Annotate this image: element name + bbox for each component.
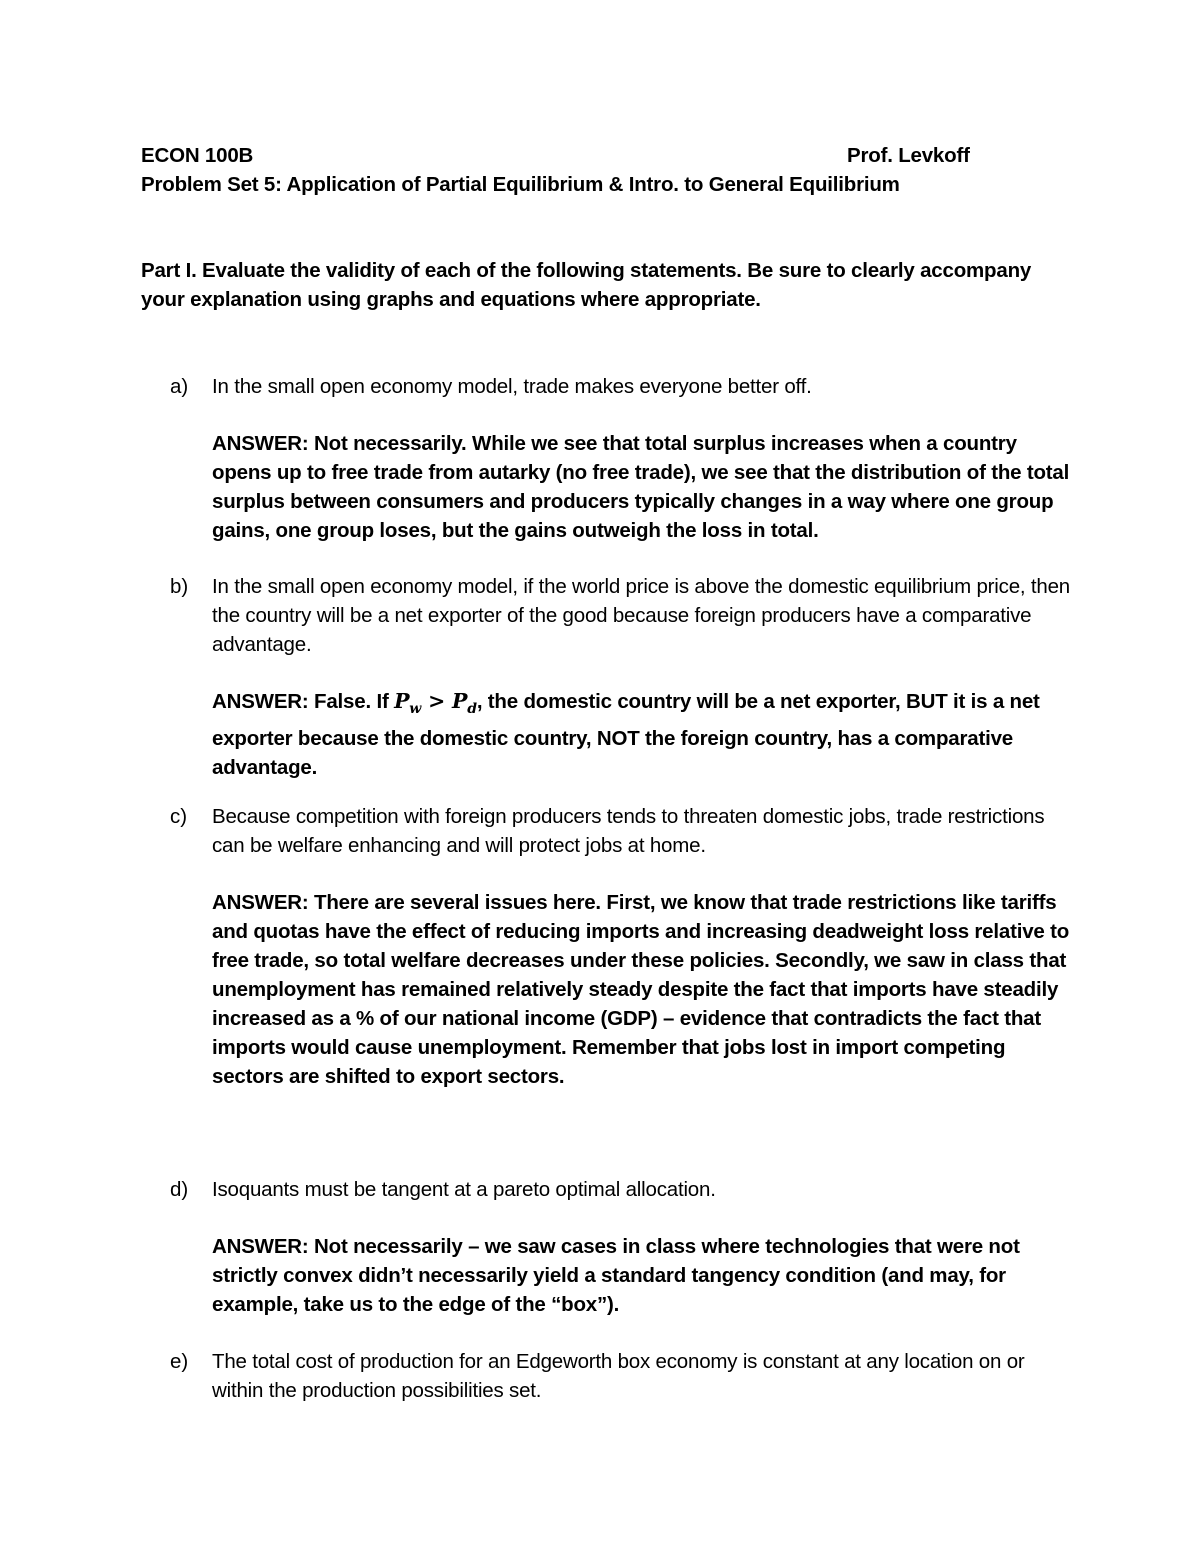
item-label: c)	[170, 805, 188, 828]
item-label: a)	[170, 375, 189, 398]
domestic-price-symbol: $P_d$	[452, 689, 477, 718]
item-answer: ANSWER: There are several issues here. First, we know that trade restrictions like tariffs and quotas have the effect of reducing imports and increasing deadweight loss relative to free trade, so total welfare decreases under these policies. Secondly, we saw in class that unemployment has remained relatively steady despite the fact that imports have steadily increased as a % of our national income (GDP) – evidence that contradicts the fact that imports would cause unemployment. Remember that jobs lost in import competing sectors are shifted to export sectors.	[212, 891, 1070, 1088]
item-label: e)	[170, 1350, 189, 1373]
answer-suffix: , the domestic country will be a net exporter, BUT it is a net exporter because the domestic country, NOT the foreign country, has a comparative advantage.	[212, 690, 1040, 780]
greater-than-symbol: >	[421, 689, 452, 713]
course-code: ECON 100B	[141, 144, 254, 167]
answer-prefix: ANSWER: False. If	[212, 690, 395, 713]
item-statement: In the small open economy model, if the world price is above the domestic equilibrium price, then the country will be a net exporter of the good because foreign producers have a comparative advantage.	[212, 575, 1070, 656]
page-title: Problem Set 5: Application of Partial Equilibrium & Intro. to General Equilibrium	[141, 173, 900, 196]
item-statement: The total cost of production for an Edgeworth box economy is constant at any location on or within the production possibilities set.	[212, 1350, 1025, 1402]
item-answer: ANSWER: Not necessarily. While we see that total surplus increases when a country opens up to free trade from autarky (no free trade), we see that the distribution of the total surplus between consumers and producers typically changes in a way where one group gains, one group loses, but the gains outweigh the loss in total.	[212, 432, 1070, 542]
item-label: d)	[170, 1178, 189, 1201]
item-statement: In the small open economy model, trade makes everyone better off.	[212, 375, 812, 398]
part1-instructions: Part I. Evaluate the validity of each of the following statements. Be sure to clearly accompany your explanation using graphs and equations where appropriate.	[141, 259, 1032, 311]
world-price-symbol: $P_w$	[394, 689, 422, 718]
item-statement: Because competition with foreign producers tends to threaten domestic jobs, trade restrictions can be welfare enhancing and will protect jobs at home.	[212, 805, 1045, 857]
item-answer: ANSWER: Not necessarily – we saw cases in class where technologies that were not strictly convex didn’t necessarily yield a standard tangency condition (and may, for example, take us to the edge of the “box”).	[212, 1235, 1020, 1316]
professor-name: Prof. Levkoff	[847, 144, 970, 167]
item-statement: Isoquants must be tangent at a pareto optimal allocation.	[212, 1178, 716, 1201]
item-answer	[212, 687, 1072, 782]
item-label: b)	[170, 575, 189, 598]
